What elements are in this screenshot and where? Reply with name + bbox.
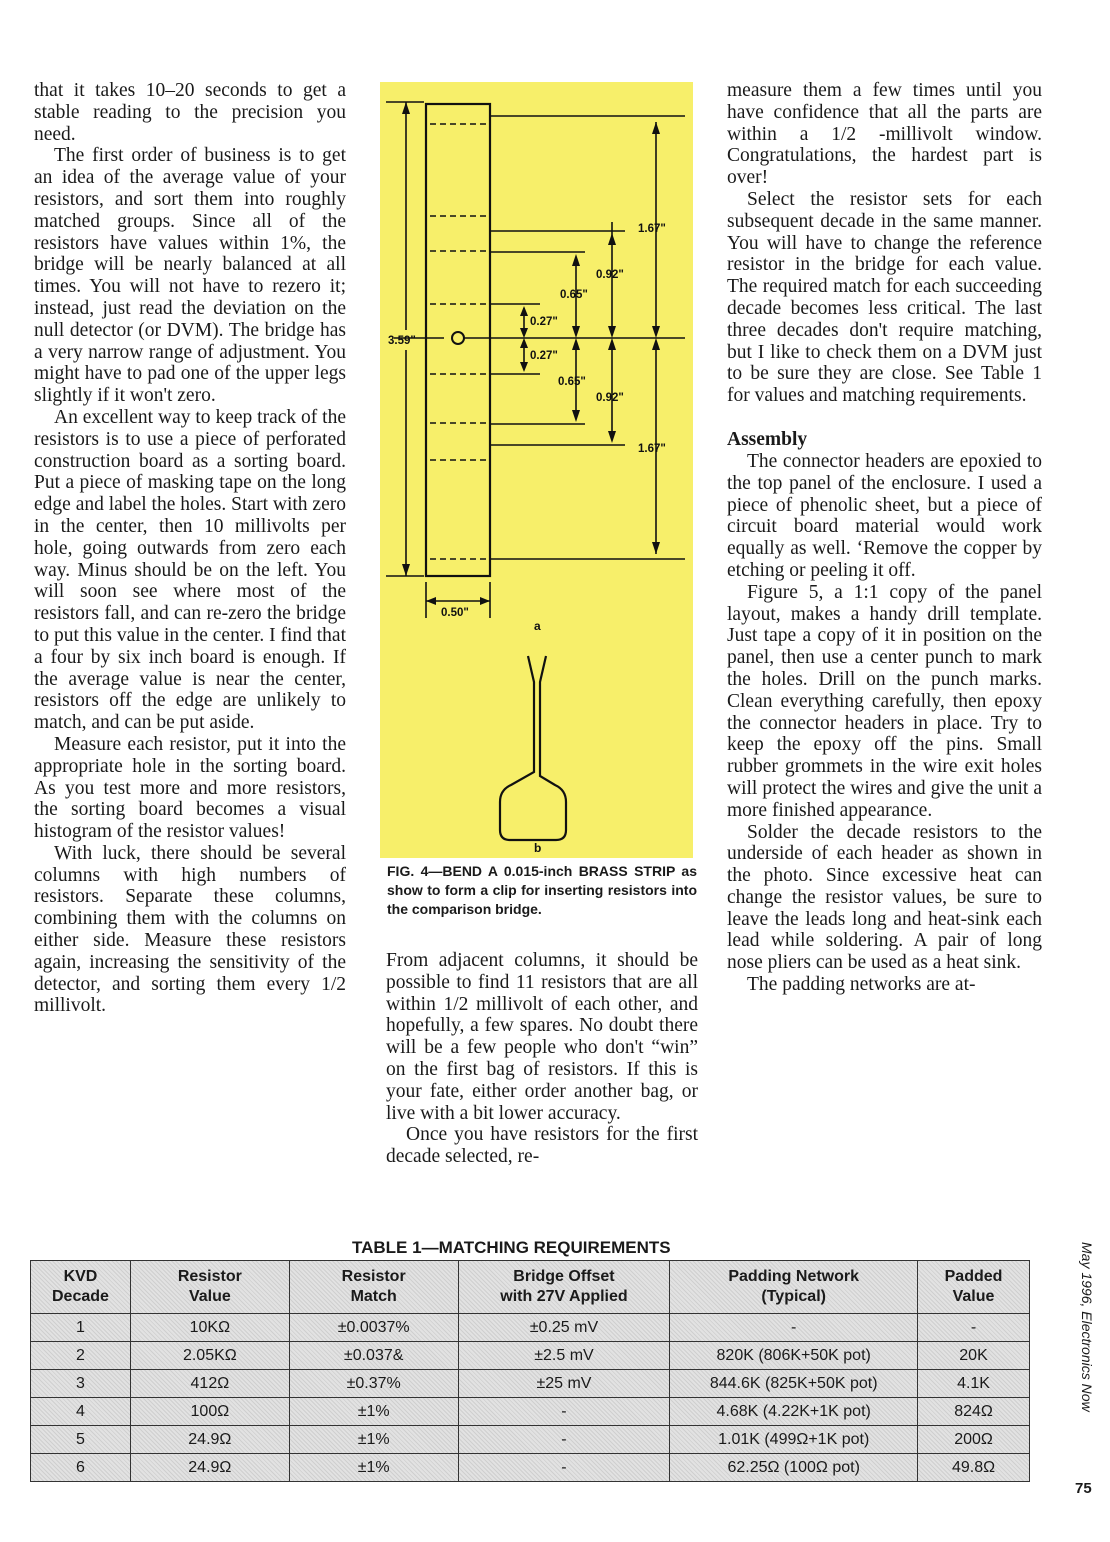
- table-row: [31, 1426, 1030, 1454]
- table-cell: 820K (806K+50K pot): [670, 1342, 918, 1370]
- table-cell: 100Ω: [130, 1398, 289, 1426]
- table-cell: 24.9Ω: [130, 1454, 289, 1482]
- dim-label: 0.65": [558, 376, 586, 388]
- figure-4: [380, 82, 693, 858]
- table-cell: 49.8Ω: [918, 1454, 1030, 1482]
- table-row: [31, 1342, 1030, 1370]
- table-cell: 24.9Ω: [130, 1426, 289, 1454]
- paragraph: Select the resistor sets for each subsequent decade in the same manner. You will have to change the reference resistor in the bridge for each value. The required match for each succeeding decade becomes less critical. The last three decades don't require matching, but I like to check them on a DVM just to be sure they are close. See Table 1 for values and matching requirements.: [727, 188, 1042, 407]
- paragraph: An excellent way to keep track of the resistors is to use a piece of perforated construction board as a sorting board. Put a piece of masking tape on the long edge and label the holes. Start with zero in the center, then 10 millivolts per hole, going outwards from zero each way. Minus should be on the left. You will soon see where most of the resistors fall, and can re-zero the bridge to put this value in the center. I find that a four by six inch board is enough. If the average value is near the center, resistors off the edge are unlikely to match, and can be put aside.: [34, 406, 346, 734]
- sub-figure-label: a: [534, 619, 541, 633]
- hole-circle: [452, 332, 464, 344]
- dim-label: 0.65": [560, 289, 588, 301]
- dim-label: 0.92": [596, 269, 624, 281]
- table-row: [31, 1314, 1030, 1342]
- text-column-3: [727, 80, 1042, 996]
- table-cell: 412Ω: [130, 1370, 289, 1398]
- table-row: [31, 1370, 1030, 1398]
- paragraph: The connector headers are epoxied to the top panel of the enclosure. I used a piece of phenolic sheet, but a piece of circuit board material would work equally as well. ‘Remove the copper by etching or peeling it off.: [727, 450, 1042, 581]
- column-header: Bridge Offset with 27V Applied: [458, 1261, 670, 1314]
- paragraph: Measure each resistor, put it into the appropriate hole in the sorting board. As you test more and more resistors, the sorting board becomes a visual histogram of the resistor values!: [34, 733, 346, 843]
- dim-label: 1.67": [638, 223, 666, 235]
- table-cell: 4: [31, 1398, 131, 1426]
- table-row: [31, 1398, 1030, 1426]
- paragraph: The padding networks are at-: [747, 974, 976, 996]
- paragraph: Solder the decade resistors to the underside of each header as shown in the photo. Since excessive heat can change the resistor values, be sure to leave the leads long and heat-sink each lead while soldering. A pair of long nose pliers can be used as a heat sink.: [727, 821, 1042, 974]
- table-cell: ±1%: [289, 1426, 458, 1454]
- running-footer: [1068, 1242, 1098, 1442]
- table-cell: 1.01K (499Ω+1K pot): [670, 1426, 918, 1454]
- brass-strip-outline: [426, 104, 490, 576]
- table-cell: -: [458, 1426, 670, 1454]
- table-cell: -: [458, 1454, 670, 1482]
- table-cell: 2.05KΩ: [130, 1342, 289, 1370]
- paragraph: Once you have resistors for the first decade selected, re-: [386, 1124, 698, 1168]
- table-cell: 4.1K: [918, 1370, 1030, 1398]
- table-cell: ±0.0037%: [289, 1314, 458, 1342]
- column-header: Padding Network (Typical): [670, 1261, 918, 1314]
- text-column-1: [34, 80, 346, 1017]
- table-cell: -: [458, 1398, 670, 1426]
- page-number: 75: [1075, 1480, 1092, 1497]
- table-cell: 844.6K (825K+50K pot): [670, 1370, 918, 1398]
- table-cell: ±0.25 mV: [458, 1314, 670, 1342]
- table-cell: -: [918, 1314, 1030, 1342]
- paragraph: measure them a few times until you have confidence that all the parts are within a 1/2 -millivolt window. Congratulations, the hardest part is over!: [727, 80, 1042, 189]
- table-cell: ±25 mV: [458, 1370, 670, 1398]
- table-cell: ±1%: [289, 1454, 458, 1482]
- table-cell: 3: [31, 1370, 131, 1398]
- figure-caption: FIG. 4—BEND A 0.015-inch BRASS STRIP as show to form a clip for inserting resistors into the comparison bridge.: [387, 863, 697, 917]
- brass-clip-diagram: [380, 82, 693, 858]
- dim-label: 0.27": [530, 316, 558, 328]
- table-cell: ±2.5 mV: [458, 1342, 670, 1370]
- paragraph: that it takes 10–20 seconds to get a stable reading to the precision you need.: [34, 80, 346, 145]
- matching-requirements-table: [30, 1260, 1030, 1482]
- table-cell: 62.25Ω (100Ω pot): [670, 1454, 918, 1482]
- table-header-row: [31, 1261, 1030, 1314]
- table-cell: 2: [31, 1342, 131, 1370]
- paragraph: With luck, there should be several columns with high numbers of resistors. Separate these columns, combining them with the columns on either side. Measure these resistors again, increasing the sensitivity of the detector, and sorting them every 1/2 millivolt.: [34, 842, 346, 1017]
- table-cell: ±0.037&: [289, 1342, 458, 1370]
- table-row: [31, 1454, 1030, 1482]
- issue-label: May 1996, Electronics Now: [1079, 1242, 1095, 1412]
- table-title: TABLE 1—MATCHING REQUIREMENTS: [352, 1238, 671, 1257]
- dim-label: 1.67": [638, 443, 666, 455]
- table-cell: 4.68K (4.22K+1K pot): [670, 1398, 918, 1426]
- table-cell: 1: [31, 1314, 131, 1342]
- table-cell: 200Ω: [918, 1426, 1030, 1454]
- table-cell: -: [670, 1314, 918, 1342]
- dim-label: 0.27": [530, 350, 558, 362]
- sub-figure-label: b: [534, 841, 542, 855]
- table-cell: ±0.37%: [289, 1370, 458, 1398]
- text-column-2: [386, 950, 698, 1168]
- dim-label-width: 0.50": [441, 607, 469, 619]
- column-header: Padded Value: [918, 1261, 1030, 1314]
- table-cell: 824Ω: [918, 1398, 1030, 1426]
- paragraph: The first order of business is to get an idea of the average value of your resistors, and sort them into roughly matched groups. Since all of the resistors have values within 1%, the bridge will be nearly balanced at all times. You will not have to rezero it; instead, just read the deviation on the null detector (or DVM). The bridge has a very narrow range of adjustment. You might have to pad one of the upper legs slightly if it won't zero.: [34, 145, 346, 407]
- table-cell: 5: [31, 1426, 131, 1454]
- dim-label: 0.92": [596, 392, 624, 404]
- dim-label-total: 3.59": [388, 335, 416, 347]
- section-heading: Assembly: [727, 428, 808, 450]
- brass-clip-shape: [500, 656, 566, 840]
- paragraph: Figure 5, a 1:1 copy of the panel layout, makes a handy drill template. Just tape a copy of it in position on the panel, then use a center punch to mark the holes. Drill on the punch marks. Clean everything carefully, then epoxy the connector headers in place. Try to keep the epoxy off the pins. Small rubber grommets in the wire exit holes will protect the wires and give the unit a more finished appearance.: [727, 581, 1042, 821]
- table-cell: 6: [31, 1454, 131, 1482]
- column-header: Resistor Value: [130, 1261, 289, 1314]
- table-cell: 20K: [918, 1342, 1030, 1370]
- column-header: Resistor Match: [289, 1261, 458, 1314]
- table-cell: 10KΩ: [130, 1314, 289, 1342]
- table-cell: ±1%: [289, 1398, 458, 1426]
- column-header: KVD Decade: [31, 1261, 131, 1314]
- paragraph: From adjacent columns, it should be possible to find 11 resistors that are all within 1/2 millivolt of each other, and hopefully, a few spares. No doubt there will be a few people who don't “win” on the first bag of resistors. If this is your fate, either order another bag, or live with a bit lower accuracy.: [386, 950, 698, 1124]
